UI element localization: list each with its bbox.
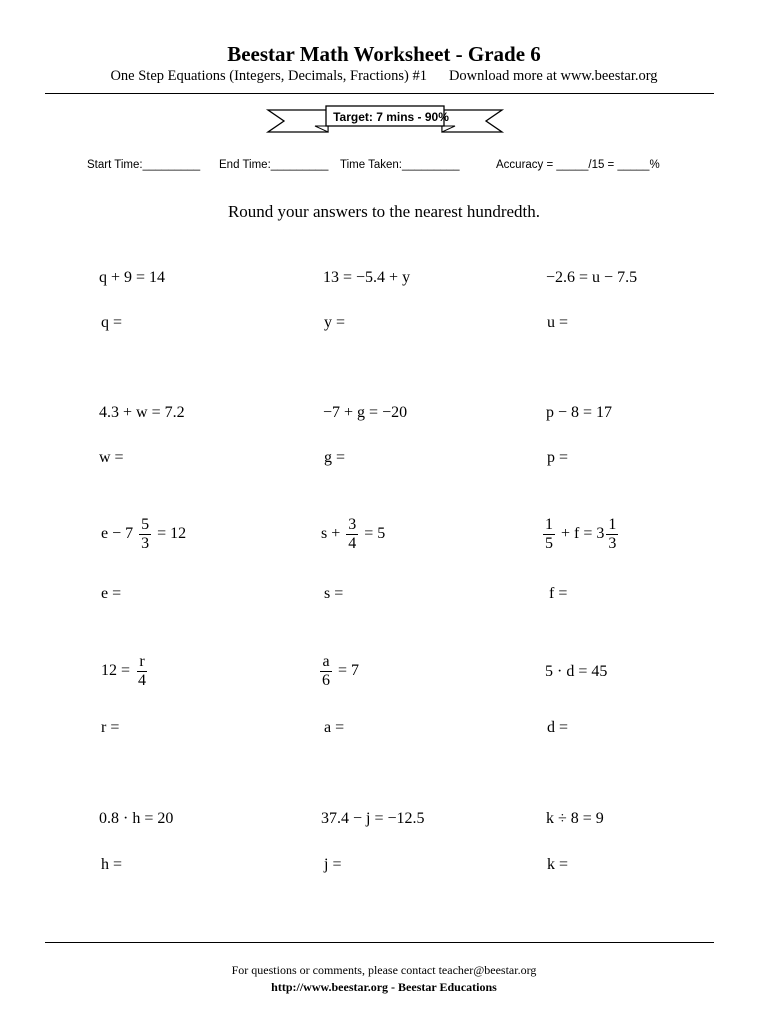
problem-13-equation: 0.8 · h = 20	[99, 810, 174, 827]
problem-4-equation: 4.3 + w = 7.2	[99, 404, 185, 421]
problem-7-suffix: = 12	[157, 525, 187, 543]
fraction-numerator: r	[139, 653, 145, 670]
start-time-field: Start Time:_________	[87, 159, 201, 171]
header-divider	[45, 93, 714, 94]
fraction-numerator: 5	[141, 516, 150, 533]
problem-2-answer: y =	[324, 314, 346, 331]
problem-8-equation	[321, 516, 385, 553]
subtitle-download: Download more at www.beestar.org	[448, 68, 658, 84]
accuracy-field: Accuracy = _____/15 = _____%	[496, 159, 660, 171]
problem-3-equation: −2.6 = u − 7.5	[546, 269, 638, 286]
problem-1-answer: q =	[101, 314, 123, 331]
problem-5-equation: −7 + g = −20	[323, 404, 408, 421]
problem-8-fraction	[346, 516, 358, 553]
problem-7-answer: e =	[101, 585, 122, 602]
problem-6-answer: p =	[547, 449, 569, 466]
footer-contact: For questions or comments, please contact teacher@beestar.org	[231, 963, 537, 977]
problem-11-fraction	[320, 653, 332, 690]
end-time-field: End Time:_________	[219, 159, 329, 171]
problem-2-equation: 13 = −5.4 + y	[323, 269, 411, 286]
problem-7-prefix: e − 7	[101, 525, 134, 543]
fraction-denominator: 3	[141, 535, 150, 552]
subtitle-topic: One Step Equations (Integers, Decimals, Fractions) #1	[110, 68, 427, 84]
footer-divider	[45, 942, 714, 943]
worksheet-title: Beestar Math Worksheet - Grade 6	[227, 42, 541, 66]
problem-10-prefix: 12 =	[101, 662, 131, 680]
problem-11-suffix: = 7	[338, 662, 360, 680]
problem-12-equation: 5 · d = 45	[545, 663, 608, 680]
problem-9-equation	[541, 516, 620, 553]
problem-10-equation	[101, 653, 150, 690]
fraction-denominator: 4	[348, 535, 357, 552]
problem-1-equation: q + 9 = 14	[99, 269, 166, 286]
fraction-numerator: a	[322, 653, 330, 670]
problem-9-fraction-right	[606, 516, 618, 553]
problem-5-answer: g =	[324, 449, 346, 466]
fraction-numerator: 1	[608, 516, 617, 533]
problem-4-answer: w =	[99, 449, 124, 466]
problem-6-equation: p − 8 = 17	[546, 404, 613, 421]
problem-7-equation	[101, 516, 186, 553]
problem-10-fraction	[136, 653, 148, 690]
problem-11-answer: a =	[324, 719, 345, 736]
fraction-denominator: 3	[608, 535, 617, 552]
target-label: Target: 7 mins - 90%	[333, 110, 449, 124]
problem-10-answer: r =	[101, 719, 120, 736]
worksheet-subtitle	[0, 68, 768, 85]
problem-8-prefix: s +	[321, 525, 341, 543]
footer-site-link[interactable]: http://www.beestar.org - Beestar Educations	[271, 980, 497, 994]
fraction-denominator: 5	[545, 535, 553, 552]
problem-14-equation: 37.4 − j = −12.5	[321, 810, 425, 827]
problem-13-answer: h =	[101, 856, 123, 873]
fraction-denominator: 4	[138, 672, 147, 689]
problem-15-equation: k ÷ 8 = 9	[546, 810, 604, 827]
instruction-text: Round your answers to the nearest hundredth.	[227, 202, 541, 221]
problem-15-answer: k =	[547, 856, 569, 873]
time-taken-field: Time Taken:_________	[340, 159, 460, 171]
problem-7-fraction	[139, 516, 151, 553]
problem-9-answer: f =	[549, 585, 568, 602]
problem-8-suffix: = 5	[364, 525, 386, 543]
problem-9-fraction-left	[543, 516, 555, 553]
fraction-numerator: 3	[348, 516, 357, 533]
fraction-denominator: 6	[322, 672, 330, 689]
problem-9-middle: + f = 3	[561, 525, 605, 543]
problem-14-answer: j =	[324, 856, 342, 873]
problem-11-equation	[318, 653, 359, 690]
problem-12-answer: d =	[547, 719, 569, 736]
fraction-numerator: 1	[545, 516, 553, 533]
problem-3-answer: u =	[547, 314, 569, 331]
problem-8-answer: s =	[324, 585, 344, 602]
